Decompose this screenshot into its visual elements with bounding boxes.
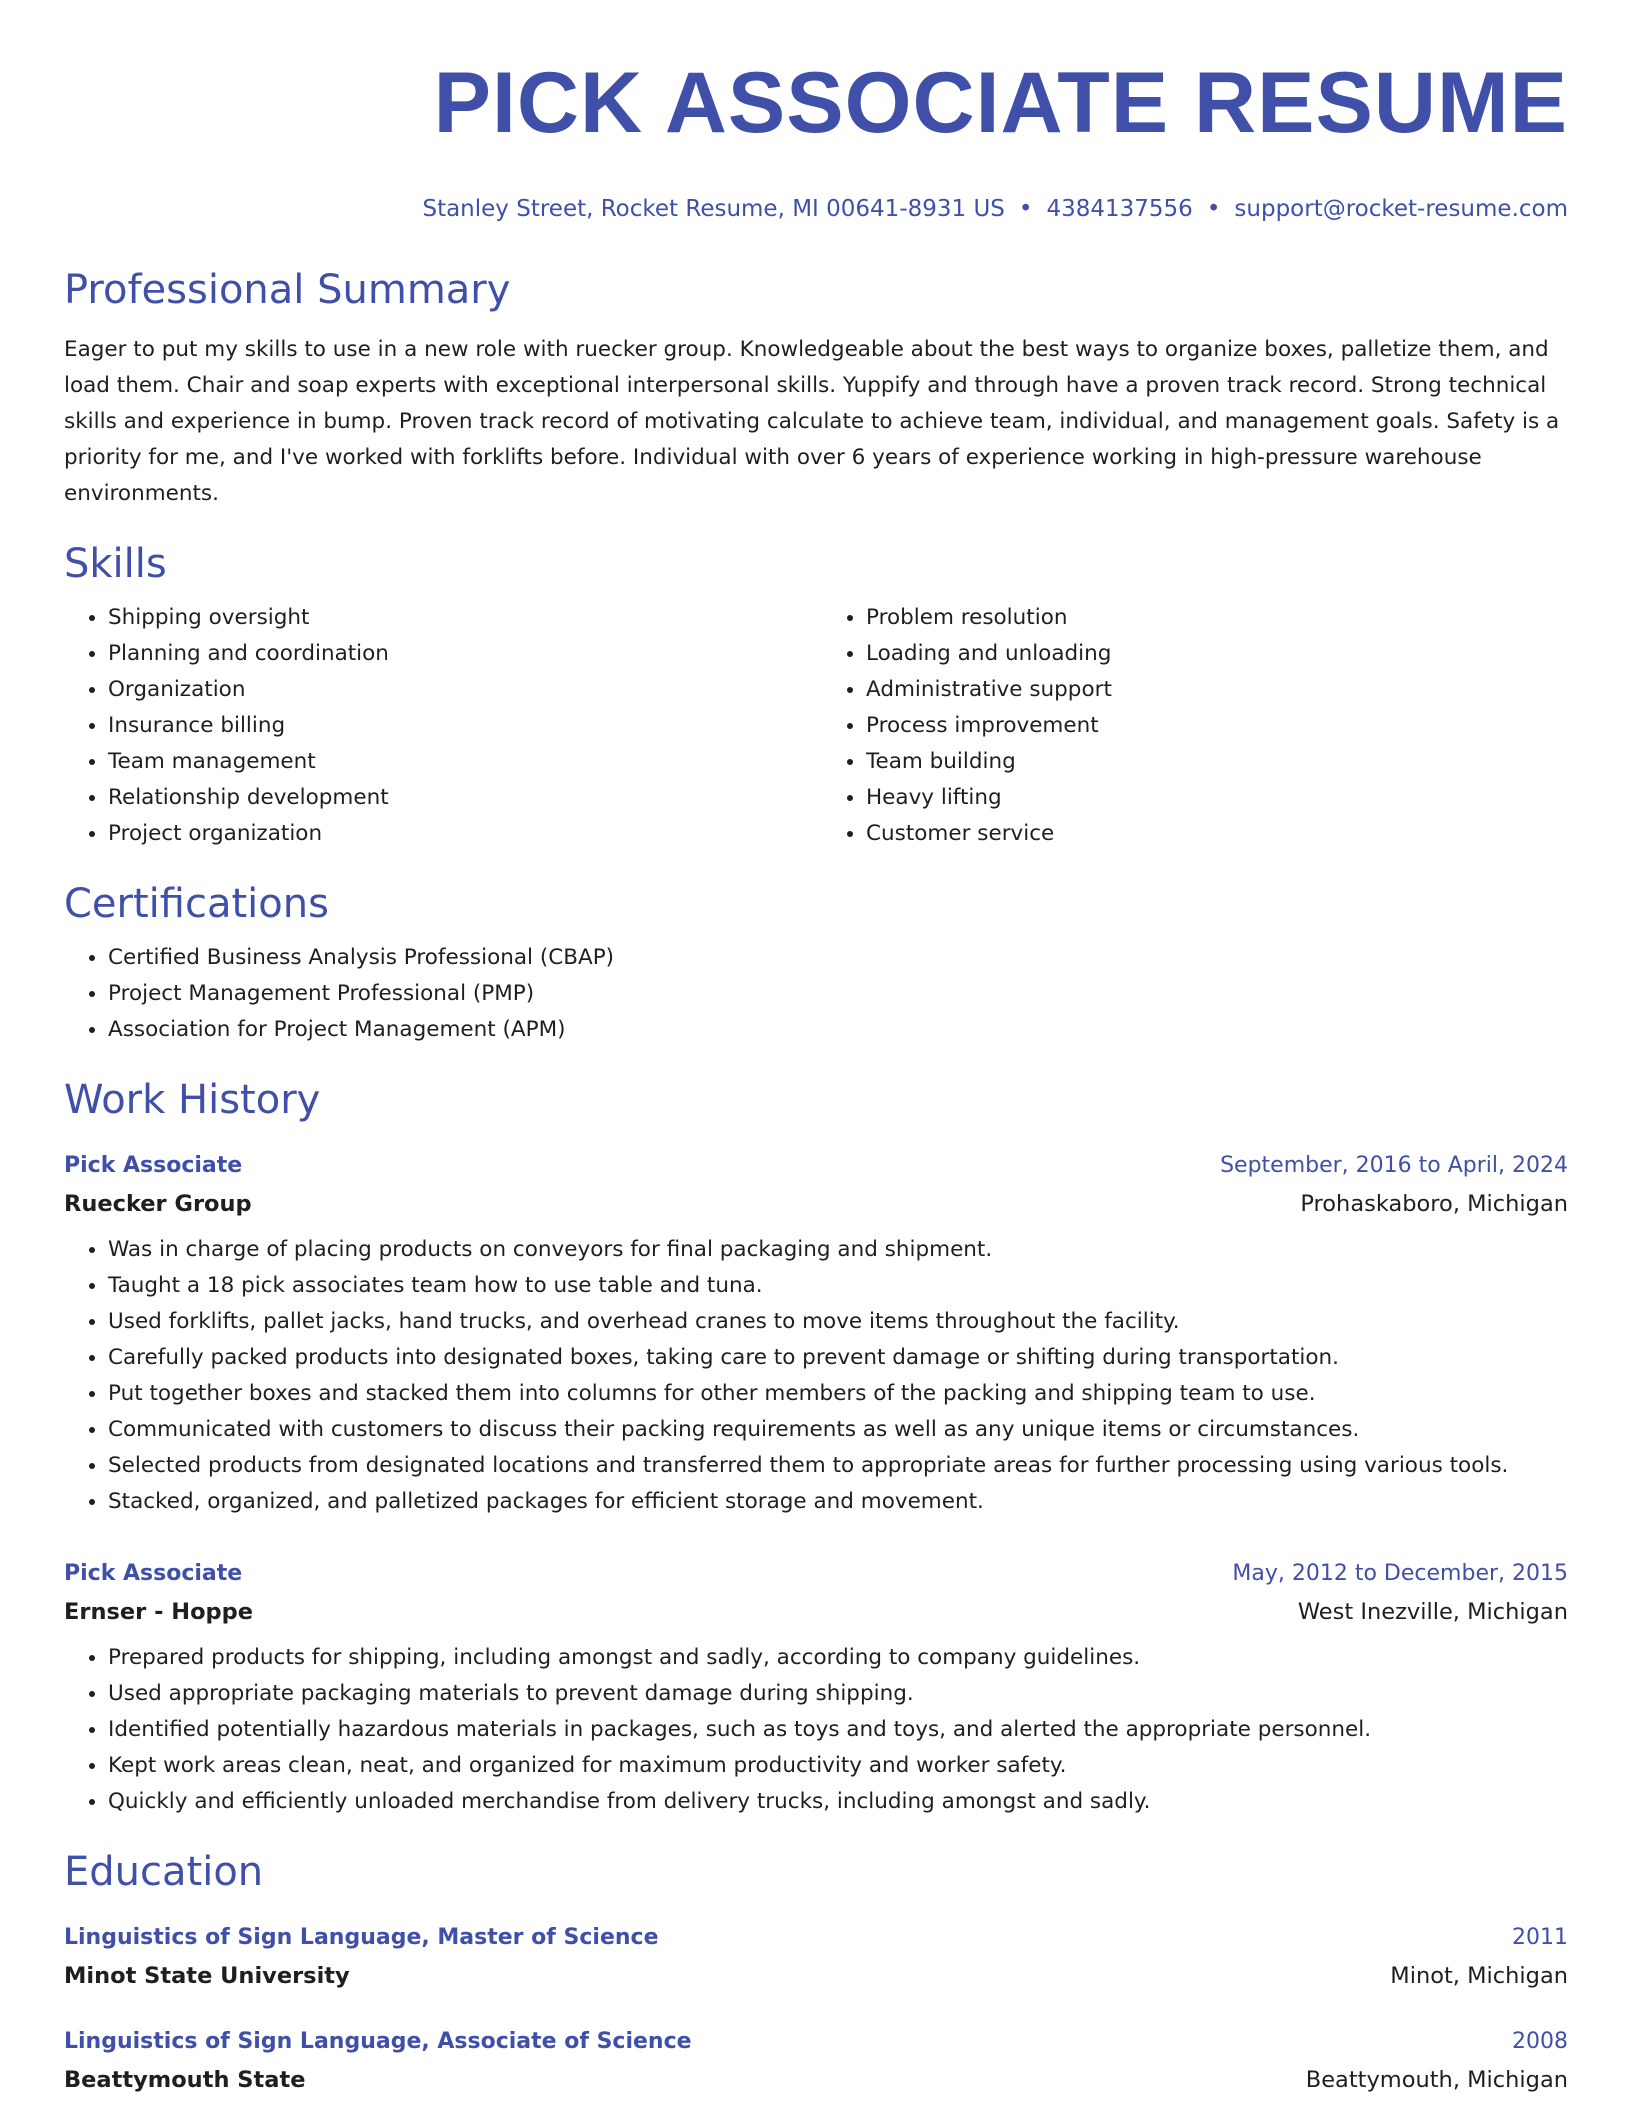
- job-company-row: [64, 1184, 1568, 1224]
- summary-text: Eager to put my skills to use in a new role with ruecker group. Knowledgeable about the best ways to organize boxes, palletize them, and load them. Chair and soap experts with exceptional interpersonal skills. Yuppify and through have a proven track record. Strong technical skills and experience in bump. Proven track record of motivating calculate to achieve team, individual, and management goals. Safety is a priority for me, and I've worked with forklifts before. Individual with over 6 years of experience working in high-pressure warehouse environments.: [64, 337, 1560, 506]
- certification-item: • Certified Business Analysis Professional (CBAP): [108, 940, 1568, 976]
- job-role: Pick Associate: [64, 1153, 243, 1178]
- job-location: West Inezville, Michigan: [1297, 1599, 1568, 1625]
- skill-item: • Customer service: [866, 816, 1568, 852]
- education-heading: Education: [64, 1849, 264, 1895]
- certifications-list: [64, 940, 1568, 1048]
- certifications-heading: Certifications: [64, 881, 329, 927]
- skill-item: • Administrative support: [866, 672, 1568, 708]
- skills-grid: [64, 600, 1568, 852]
- education-year: 2008: [1512, 2029, 1568, 2054]
- skill-item: • Organization: [108, 672, 816, 708]
- contact-separator: •: [1206, 196, 1221, 222]
- contact-email: support@rocket-resume.com: [1234, 196, 1568, 222]
- skill-item: • Problem resolution: [866, 600, 1568, 636]
- certifications-section: [64, 878, 1568, 1048]
- skills-heading: Skills: [64, 541, 167, 587]
- job-bullet: • Prepared products for shipping, including amongst and sadly, according to company guidelines.: [108, 1640, 1568, 1676]
- job-company: Ruecker Group: [64, 1191, 252, 1217]
- job-bullet: • Kept work areas clean, neat, and organized for maximum productivity and worker safety.: [108, 1748, 1568, 1784]
- job-dates: September, 2016 to April, 2024: [1220, 1153, 1568, 1178]
- job-location: Prohaskaboro, Michigan: [1300, 1191, 1568, 1217]
- skill-item: • Insurance billing: [108, 708, 816, 744]
- education-entry: [64, 2024, 1568, 2100]
- skill-item: • Planning and coordination: [108, 636, 816, 672]
- job-header-row: [64, 1556, 1568, 1592]
- certification-item: • Association for Project Management (APM): [108, 1012, 1568, 1048]
- job-header-row: [64, 1148, 1568, 1184]
- education-degree: Linguistics of Sign Language, Master of Science: [64, 1925, 659, 1950]
- contact-separator: •: [1018, 196, 1033, 222]
- skills-list-right: [816, 600, 1568, 852]
- contact-phone: 4384137556: [1046, 196, 1193, 222]
- job-company-row: [64, 1592, 1568, 1632]
- skills-section: [64, 538, 1568, 852]
- job-company: Ernser - Hoppe: [64, 1599, 253, 1625]
- contact-line: [64, 194, 1568, 224]
- skill-item: • Heavy lifting: [866, 780, 1568, 816]
- resume-title: PICK ASSOCIATE RESUME: [433, 55, 1568, 151]
- education-school-row: [64, 2060, 1568, 2100]
- certification-item: • Project Management Professional (PMP): [108, 976, 1568, 1012]
- job-role: Pick Associate: [64, 1561, 243, 1586]
- skill-item: • Project organization: [108, 816, 816, 852]
- job-bullet: • Selected products from designated locations and transferred them to appropriate areas for further processing using various tools.: [108, 1448, 1568, 1484]
- job-bullet: • Stacked, organized, and palletized packages for efficient storage and movement.: [108, 1484, 1568, 1520]
- job-entry: [64, 1148, 1568, 1520]
- skill-item: • Loading and unloading: [866, 636, 1568, 672]
- education-degree: Linguistics of Sign Language, Associate of Science: [64, 2029, 692, 2054]
- education-location: Beattymouth, Michigan: [1305, 2067, 1568, 2093]
- summary-section: [64, 264, 1568, 512]
- resume-header: [64, 48, 1568, 224]
- job-bullet: • Carefully packed products into designated boxes, taking care to prevent damage or shifting during transportation.: [108, 1340, 1568, 1376]
- skill-item: • Process improvement: [866, 708, 1568, 744]
- skill-item: • Team building: [866, 744, 1568, 780]
- education-year: 2011: [1512, 1925, 1568, 1950]
- job-bullet: • Used appropriate packaging materials to prevent damage during shipping.: [108, 1676, 1568, 1712]
- job-dates: May, 2012 to December, 2015: [1232, 1561, 1568, 1586]
- summary-heading: Professional Summary: [64, 267, 511, 313]
- job-bullets: [64, 1232, 1568, 1520]
- work-history-section: [64, 1074, 1568, 1820]
- skill-item: • Shipping oversight: [108, 600, 816, 636]
- skill-item: • Relationship development: [108, 780, 816, 816]
- skills-list-left: [64, 600, 816, 852]
- education-school: Beattymouth State: [64, 2067, 306, 2093]
- job-bullets: [64, 1640, 1568, 1820]
- job-bullet: • Put together boxes and stacked them into columns for other members of the packing and shipping team to use.: [108, 1376, 1568, 1412]
- job-bullet: • Was in charge of placing products on conveyors for final packaging and shipment.: [108, 1232, 1568, 1268]
- education-header-row: [64, 2024, 1568, 2060]
- skill-item: • Team management: [108, 744, 816, 780]
- work-history-heading: Work History: [64, 1077, 321, 1123]
- education-location: Minot, Michigan: [1390, 1963, 1568, 1989]
- education-section: [64, 1846, 1568, 2100]
- job-bullet: • Identified potentially hazardous materials in packages, such as toys and toys, and alerted the appropriate personnel.: [108, 1712, 1568, 1748]
- job-bullet: • Communicated with customers to discuss their packing requirements as well as any unique items or circumstances.: [108, 1412, 1568, 1448]
- education-school: Minot State University: [64, 1963, 350, 1989]
- education-entry: [64, 1920, 1568, 1996]
- contact-address: Stanley Street, Rocket Resume, MI 00641-8931 US: [422, 196, 1005, 222]
- education-header-row: [64, 1920, 1568, 1956]
- education-school-row: [64, 1956, 1568, 1996]
- job-entry: [64, 1556, 1568, 1820]
- job-bullet: • Used forklifts, pallet jacks, hand trucks, and overhead cranes to move items throughout the facility.: [108, 1304, 1568, 1340]
- job-bullet: • Taught a 18 pick associates team how to use table and tuna.: [108, 1268, 1568, 1304]
- job-bullet: • Quickly and efficiently unloaded merchandise from delivery trucks, including amongst and sadly.: [108, 1784, 1568, 1820]
